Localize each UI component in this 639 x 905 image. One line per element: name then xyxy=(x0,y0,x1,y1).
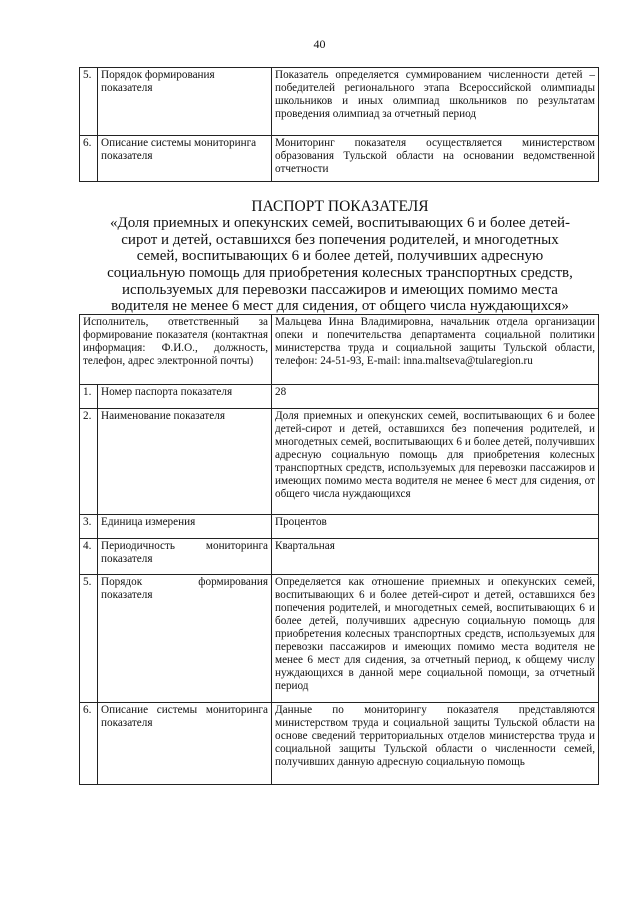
row-label: Наименование показателя xyxy=(98,409,272,515)
row-number: 6. xyxy=(80,703,98,785)
row-value: Квартальная xyxy=(272,539,599,575)
table-row-executor xyxy=(80,315,599,385)
row-number: 5. xyxy=(80,575,98,703)
table-row xyxy=(80,409,599,515)
table-row xyxy=(80,575,599,703)
continued-passport-table xyxy=(79,67,599,182)
page-number: 40 xyxy=(313,37,326,51)
passport-title-block xyxy=(100,198,580,315)
row-value: Данные по мониторингу показателя представляются министерством труда и социальной защиты Тульской области на основе сведений территориальных отделов министерства труда и социальной защиты Тульской области о численности семей, получивших данную адресную социальную помощь xyxy=(272,703,599,785)
row-label: Порядок формирования показателя xyxy=(98,575,272,703)
table-row xyxy=(80,385,599,409)
row-number: 3. xyxy=(80,515,98,539)
row-value: Процентов xyxy=(272,515,599,539)
row-label: Описание системы мониторинга показателя xyxy=(98,703,272,785)
passport-heading: ПАСПОРТ ПОКАЗАТЕЛЯ xyxy=(251,198,429,215)
row-label: Единица измерения xyxy=(98,515,272,539)
row-number: 2. xyxy=(80,409,98,515)
table-row xyxy=(80,539,599,575)
passport-table xyxy=(79,314,599,785)
row-number: 4. xyxy=(80,539,98,575)
row-label: Номер паспорта показателя xyxy=(98,385,272,409)
row-label: Описание системы мониторинга показателя xyxy=(98,136,272,182)
row-value: Определяется как отношение приемных и опекунских семей, воспитывающих 6 и более детей-сирот и детей, оставшихся без попечения родителей, и многодетных семей, воспитывающих 6 и более детей, получивших адресную социальную помощь для приобретения колесных транспортных средств, используемых для перевозки пассажиров и имеющих помимо места водителя не менее 6 мест для сидения, за отчетный период, к общему числу нуждающихся в данной мере социальной помощи, за отчетный период xyxy=(272,575,599,703)
row-value: Доля приемных и опекунских семей, воспитывающих 6 и более детей-сирот и детей, оставшихся без попечения родителей, и многодетных семей, воспитывающих 6 и более детей, получивших адресную социальную помощь для приобретения колесных транспортных средств, используемых для перевозки пассажиров и имеющих помимо места водителя не менее 6 мест для сидения, от общего числа нуждающихся xyxy=(272,409,599,515)
row-label: Периодичность мониторинга показателя xyxy=(98,539,272,575)
row-label: Порядок формирования показателя xyxy=(98,68,272,136)
table-row xyxy=(80,136,599,182)
table-row xyxy=(80,68,599,136)
row-value: Показатель определяется суммированием численности детей – победителей регионального этапа Всероссийской олимпиады школьников и иных олимпиад школьников по результатам проведения олимпиад за отчетный период xyxy=(272,68,599,136)
row-number: 1. xyxy=(80,385,98,409)
passport-subtitle: «Доля приемных и опекунских семей, воспитывающих 6 и более детей-сирот и детей, оставшихся без попечения родителей, и многодетных семей, воспитывающих 6 и более детей, получивших адресную социальную помощь для приобретения колесных транспортных средств, используемых для перевозки пассажиров и имеющих помимо места водителя не менее 6 мест для сидения, от общего числа нуждающихся» xyxy=(107,215,573,315)
table-row xyxy=(80,515,599,539)
executor-value: Мальцева Инна Владимировна, начальник отдела организации опеки и попечительства департамента социальной политики министерства труда и социальной защиты Тульской области, телефон: 24-51-93, E-mail: inna.maltseva@tularegion.ru xyxy=(272,315,599,385)
row-number: 6. xyxy=(80,136,98,182)
row-value: Мониторинг показателя осуществляется министерством образования Тульской области на основании ведомственной отчетности xyxy=(272,136,599,182)
table-row xyxy=(80,703,599,785)
row-number: 5. xyxy=(80,68,98,136)
row-value: 28 xyxy=(272,385,599,409)
executor-label: Исполнитель, ответственный за формирование показателя (контактная информация: Ф.И.О., должность, телефон, адрес электронной почты) xyxy=(80,315,272,385)
